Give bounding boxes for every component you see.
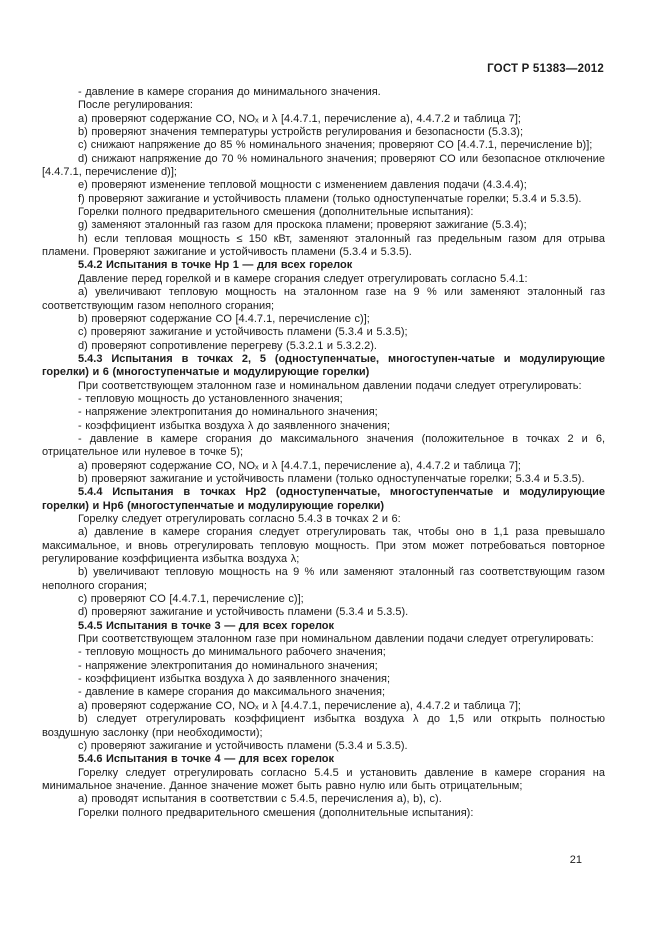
paragraph: Горелки полного предварительного смешения (дополнительные испытания):: [78, 206, 474, 219]
document-header: [42, 63, 604, 75]
paragraph: d) проверяют сопротивление перегреву (5.3.2.1 и 5.3.2.2).: [78, 339, 377, 352]
paragraph: - коэффициент избытка воздуха λ до заявленного значения;: [78, 419, 391, 432]
page-number: 21: [569, 854, 582, 866]
document-body: [42, 86, 605, 820]
section-heading: 5.4.3 Испытания в точках 2, 5 (одноступенчатые, многоступен-чатые и модулирующие горелки) и 6 (многоступенчатые и модулирующие горелки): [42, 352, 605, 379]
standard-number: ГОСТ Р 51383—2012: [487, 63, 604, 75]
paragraph: a) проверяют содержание CO, NOₓ и λ [4.4.7.1, перечисление a), 4.4.7.2 и таблица 7];: [78, 112, 521, 125]
paragraph: - напряжение электропитания до номинального значения;: [78, 659, 378, 672]
paragraph: - тепловую мощность до установленного значения;: [78, 392, 343, 405]
paragraph: a) проводят испытания в соответствии с 5.4.5, перечисления a), b), c).: [78, 793, 442, 806]
section-heading: 5.4.4 Испытания в точках Нр2 (одноступенчатые, многоступенчатые и модулирующие горелки) и Нр6 (многоступенчатые и модулирующие горелки): [42, 486, 605, 512]
section-heading: 5.4.2 Испытания в точке Нр 1 — для всех горелок: [78, 259, 353, 272]
paragraph: После регулирования:: [78, 99, 193, 112]
paragraph: - давление в камере сгорания до максимального значения (положительное в точках 2 и 6, отрицательное или нулевое в точке 5);: [42, 432, 605, 459]
paragraph: - напряжение электропитания до номинального значения;: [78, 406, 378, 419]
paragraph: a) проверяют содержание CO, NOₓ и λ [4.4.7.1, перечисление a), 4.4.7.2 и таблица 7];: [78, 459, 521, 472]
paragraph: b) проверяют зажигание и устойчивость пламени (только одноступенчатые горелки; 5.3.4 и 5.3.5).: [78, 472, 585, 485]
paragraph: Горелки полного предварительного смешения (дополнительные испытания):: [78, 806, 474, 819]
paragraph: При соответствующем эталонном газе при номинальном давлении подачи следует отрегулировать:: [78, 633, 594, 646]
paragraph: b) проверяют значения температуры устройств регулирования и безопасности (5.3.3);: [78, 126, 524, 139]
paragraph: c) проверяют зажигание и устойчивость пламени (5.3.4 и 5.3.5).: [78, 739, 408, 752]
section-heading: 5.4.6 Испытания в точке 4 — для всех горелок: [78, 753, 335, 766]
paragraph: b) проверяют содержание CO [4.4.7.1, перечисление c)];: [78, 312, 370, 325]
paragraph: c) проверяют CO [4.4.7.1, перечисление c)];: [78, 593, 304, 606]
paragraph: a) давление в камере сгорания следует отрегулировать так, чтобы оно в 1,1 раза превышало максимальное, и вновь отрегулировать тепловую мощность. При этом может потребоваться повторное регулирование коэффициента избытка воздуха λ;: [42, 526, 605, 566]
paragraph: - коэффициент избытка воздуха λ до заявленного значения;: [78, 673, 391, 686]
paragraph: Давление перед горелкой и в камере сгорания следует отрегулировать согласно 5.4.1:: [78, 272, 528, 285]
paragraph: При соответствующем эталонном газе и номинальном давлении подачи следует отрегулировать:: [78, 379, 582, 392]
paragraph: e) проверяют изменение тепловой мощности с изменением давления подачи (4.3.4.4);: [78, 179, 527, 192]
page-footer: [570, 854, 582, 866]
paragraph: - давление в камере сгорания до минимального значения.: [78, 86, 381, 98]
paragraph: Горелку следует отрегулировать согласно 5.4.5 и установить давление в камере сгорания на минимальное значение. Данное значение может быть равно нулю или быть отрицательным;: [42, 766, 605, 792]
paragraph: Горелку следует отрегулировать согласно 5.4.3 в точках 2 и 6:: [78, 513, 401, 525]
paragraph: - тепловую мощность до минимального рабочего значения;: [78, 646, 386, 659]
paragraph: - давление в камере сгорания до максимального значения;: [78, 686, 386, 699]
paragraph: b) увеличивают тепловую мощность на 9 % или заменяют эталонный газ соответствующим газом неполного сгорания;: [42, 566, 605, 592]
paragraph: c) проверяют зажигание и устойчивость пламени (5.3.4 и 5.3.5);: [78, 326, 408, 339]
paragraph: f) проверяют зажигание и устойчивость пламени (только одноступенчатые горелки; 5.3.4 и 5.3.5).: [78, 192, 582, 205]
paragraph: c) снижают напряжение до 85 % номинального значения; проверяют CO [4.4.7.1, перечисление b)];: [78, 139, 593, 152]
paragraph: a) увеличивают тепловую мощность на эталонном газе на 9 % или заменяют эталонный газ соответствующим газом неполного сгорания;: [42, 286, 605, 312]
paragraph: b) следует отрегулировать коэффициент избытка воздуха λ до 1,5 или открыть полностью воздушную заслонку (при необходимости);: [42, 713, 605, 739]
paragraph: d) снижают напряжение до 70 % номинального значения; проверяют CO или безопасное отключение [4.4.7.1, перечисление d)];: [42, 152, 605, 179]
paragraph: d) проверяют зажигание и устойчивость пламени (5.3.4 и 5.3.5).: [78, 606, 409, 619]
section-heading: 5.4.5 Испытания в точке 3 — для всех горелок: [78, 619, 335, 632]
paragraph: a) проверяют содержание CO, NOₓ и λ [4.4.7.1, перечисление a), 4.4.7.2 и таблица 7];: [78, 699, 521, 712]
paragraph: h) если тепловая мощность ≤ 150 кВт, заменяют эталонный газ предельным газом для отрыва пламени. Проверяют зажигание и устойчивость пламени (5.3.4 и 5.3.5).: [42, 232, 605, 259]
paragraph: g) заменяют эталонный газ газом для проскока пламени; проверяют зажигание (5.3.4);: [78, 219, 527, 232]
